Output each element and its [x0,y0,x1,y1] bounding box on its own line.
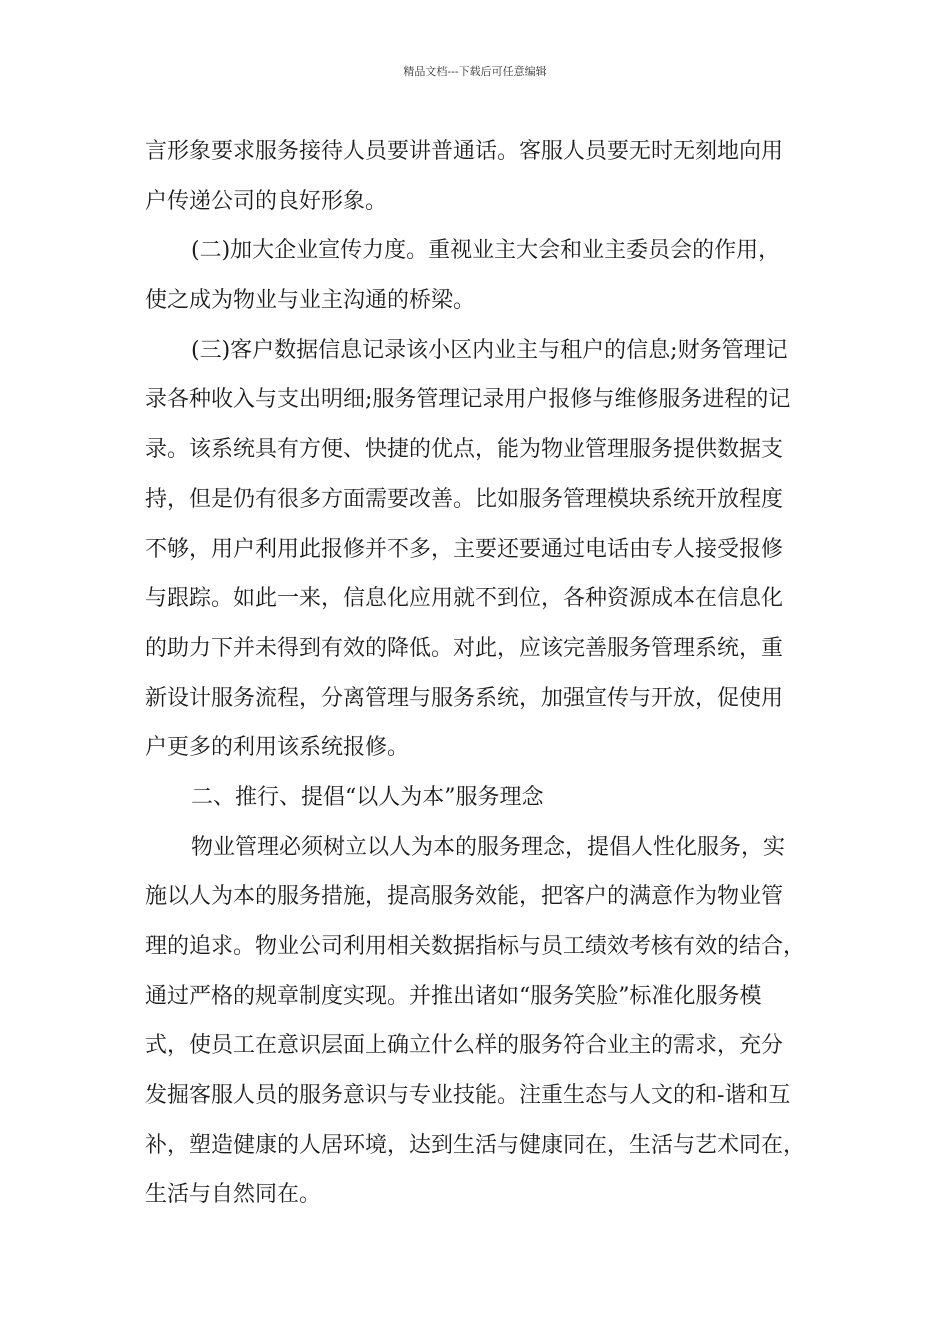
section-heading: 二、推行、提倡“以人为本”服务理念 [191,784,544,810]
body-line: 不够，用户利用此报修并不多，主要还要通过电话由专人接受报修 [145,536,784,562]
body-line: 式，使员工在意识层面上确立什么样的服务符合业主的需求，充分 [145,1033,784,1059]
body-line: 理的追求。物业公司利用相关数据指标与员工绩效考核有效的结合， [145,934,806,959]
body-line: 录各种收入与支出明细;服务管理记录用户报修与维修服务进程的记 [145,387,791,413]
body-line: 发掘客服人员的服务意识与专业技能。注重生态与人文的和-谐和互 [145,1083,791,1109]
paragraph-first-line: 物业管理必须树立以人为本的服务理念，提倡人性化服务，实 [191,834,786,860]
document-body [145,127,809,1220]
page-header: 精品文档---下载后可任意编辑 [403,65,547,78]
body-line: 补，塑造健康的人居环境，达到生活与健康同在，生活与艺术同在， [145,1132,806,1158]
body-line: 的助力下并未得到有效的降低。对此，应该完善服务管理系统，重 [145,635,784,661]
body-line: 录。该系统具有方便、快捷的优点，能为物业管理服务提供数据支 [145,437,784,463]
paragraph-first-line: (二)加大企业宣传力度。重视业主大会和业主委员会的作用， [191,238,781,264]
body-line: 户传递公司的良好形象。 [145,188,388,214]
body-line: 通过严格的规章制度实现。并推出诸如“服务笑脸”标准化服务模 [145,983,762,1009]
body-line: 施以人为本的服务措施，提高服务效能，把客户的满意作为物业管 [145,884,784,910]
body-line: 新设计服务流程，分离管理与服务系统，加强宣传与开放，促使用 [145,685,784,711]
body-line: 持，但是仍有很多方面需要改善。比如服务管理模块系统开放程度 [145,486,784,512]
body-line: 使之成为物业与业主沟通的桥梁。 [145,288,476,314]
body-line: 户更多的利用该系统报修。 [145,735,410,761]
paragraph-first-line: (三)客户数据信息记录该小区内业主与租户的信息;财务管理记 [191,337,788,363]
body-line: 言形象要求服务接待人员要讲普通话。客服人员要无时无刻地向用 [145,139,784,164]
body-line: 与跟踪。如此一来，信息化应用就不到位，各种资源成本在信息化 [145,586,784,612]
body-line: 生活与自然同在。 [145,1182,322,1208]
